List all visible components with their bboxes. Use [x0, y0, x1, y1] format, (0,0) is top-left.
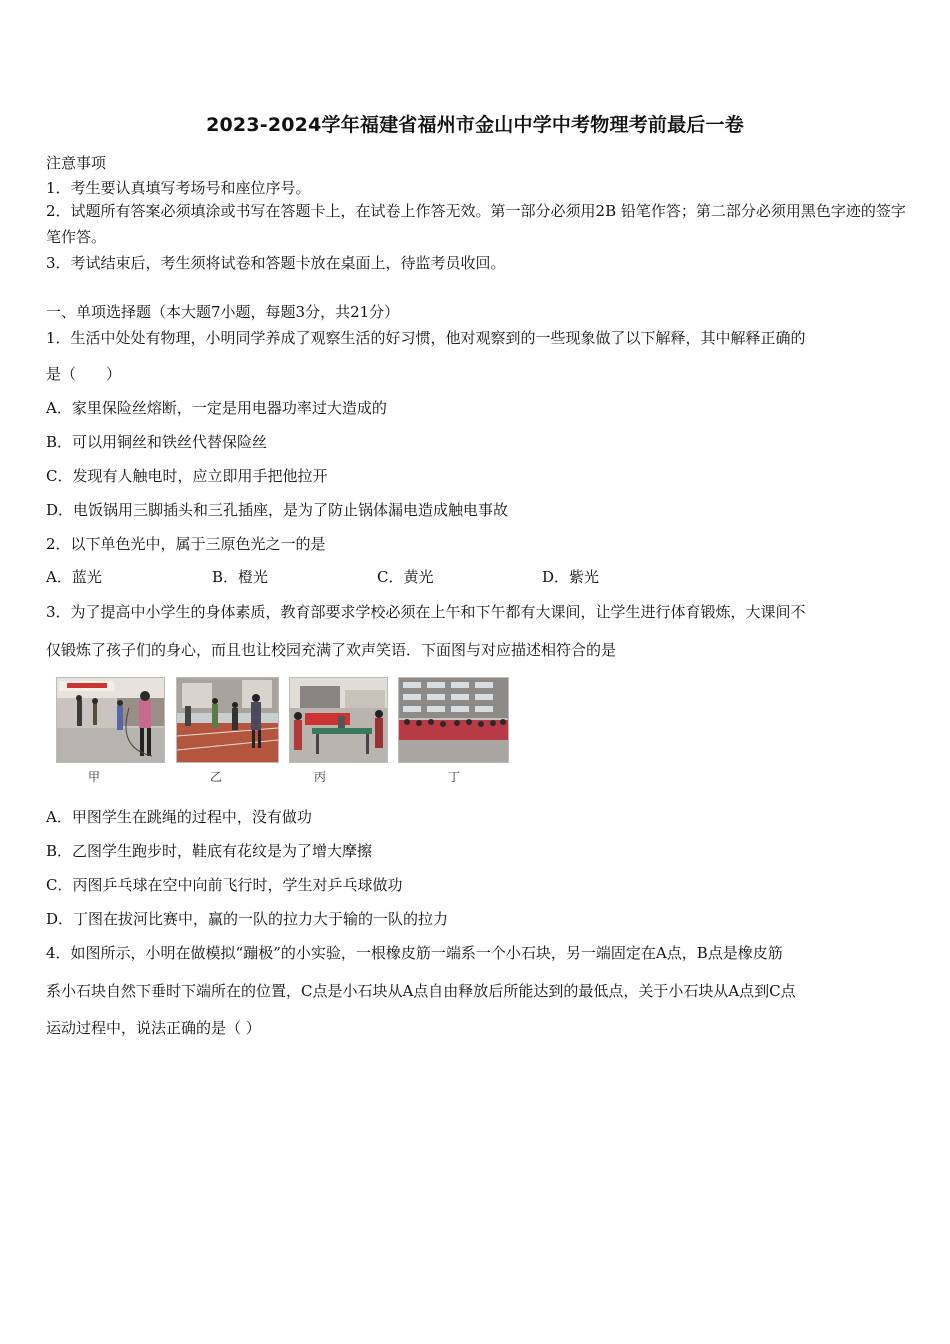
q3-option-b: B．乙图学生跑步时，鞋底有花纹是为了增大摩擦 — [46, 842, 373, 860]
q1-stem-line1: 1．生活中处处有物理，小明同学养成了观察生活的好习惯，他对观察到的一些现象做了以下解释，其中解释正确的 — [46, 329, 806, 347]
q1-option-b: B．可以用铜丝和铁丝代替保险丝 — [46, 433, 268, 451]
q2-stem: 2．以下单色光中，属于三原色光之一的是 — [46, 535, 326, 553]
q2-option-b: B．橙光 — [212, 568, 269, 586]
photo-running — [176, 677, 279, 763]
q2-option-c: C．黄光 — [377, 568, 434, 586]
q3-stem-line1: 3．为了提高中小学生的身体素质，教育部要求学校必须在上午和下午都有大课间，让学生进行体育锻炼，大课间不 — [46, 603, 806, 621]
section-heading: 一、单项选择题（本大题7小题，每题3分，共21分） — [46, 303, 400, 321]
notes-heading: 注意事项 — [46, 154, 107, 172]
q3-option-a: A．甲图学生在跳绳的过程中，没有做功 — [46, 808, 312, 826]
q4-stem-line1: 4．如图所示，小明在做模拟“蹦极”的小实验，一根橡皮筋一端系一个小石块，另一端固定在A点，B点是橡皮筋 — [46, 944, 783, 962]
q3-option-d: D．丁图在拔河比赛中，赢的一队的拉力大于输的一队的拉力 — [46, 910, 449, 928]
q4-stem-line2: 系小石块自然下垂时下端所在的位置，C点是小石块从A点自由释放后所能达到的最低点，关于小石块从A点到C点 — [46, 982, 796, 1000]
q2-option-a: A．蓝光 — [46, 568, 102, 586]
q3-stem-line2: 仅锻炼了孩子们的身心，而且也让校园充满了欢声笑语．下面图与对应描述相符合的是 — [46, 641, 617, 659]
q2-option-d: D．紫光 — [542, 568, 600, 586]
q1-stem-line2: 是（ ） — [46, 365, 122, 383]
photo-ping-pong — [289, 677, 388, 763]
note-item-1: 1．考生要认真填写考场号和座位序号。 — [46, 179, 311, 197]
caption-yi: 乙 — [210, 770, 223, 784]
q3-option-c: C．丙图乒乓球在空中向前飞行时，学生对乒乓球做功 — [46, 876, 403, 894]
caption-jia: 甲 — [88, 770, 101, 784]
photo-tug-of-war — [398, 677, 509, 763]
note-item-3: 3．考试结束后，考生须将试卷和答题卡放在桌面上，待监考员收回。 — [46, 254, 506, 272]
caption-ding: 丁 — [448, 770, 461, 784]
q1-option-c: C．发现有人触电时，应立即用手把他拉开 — [46, 467, 328, 485]
note-item-2: 2．试题所有答案必须填涂或书写在答题卡上，在试卷上作答无效。第一部分必须用2B 铅笔作答；第二部分必须用黑色字迹的签字笔作答。 — [46, 202, 906, 246]
page-title: 2023-2024学年福建省福州市金山中学中考物理考前最后一卷 — [206, 114, 744, 136]
caption-bing: 丙 — [314, 770, 327, 784]
q1-option-a: A．家里保险丝熔断，一定是用电器功率过大造成的 — [46, 399, 387, 417]
photo-jump-rope — [56, 677, 165, 763]
q1-option-d: D．电饭锅用三脚插头和三孔插座，是为了防止锅体漏电造成触电事故 — [46, 501, 509, 519]
q4-stem-line3: 运动过程中，说法正确的是（ ） — [46, 1019, 261, 1037]
